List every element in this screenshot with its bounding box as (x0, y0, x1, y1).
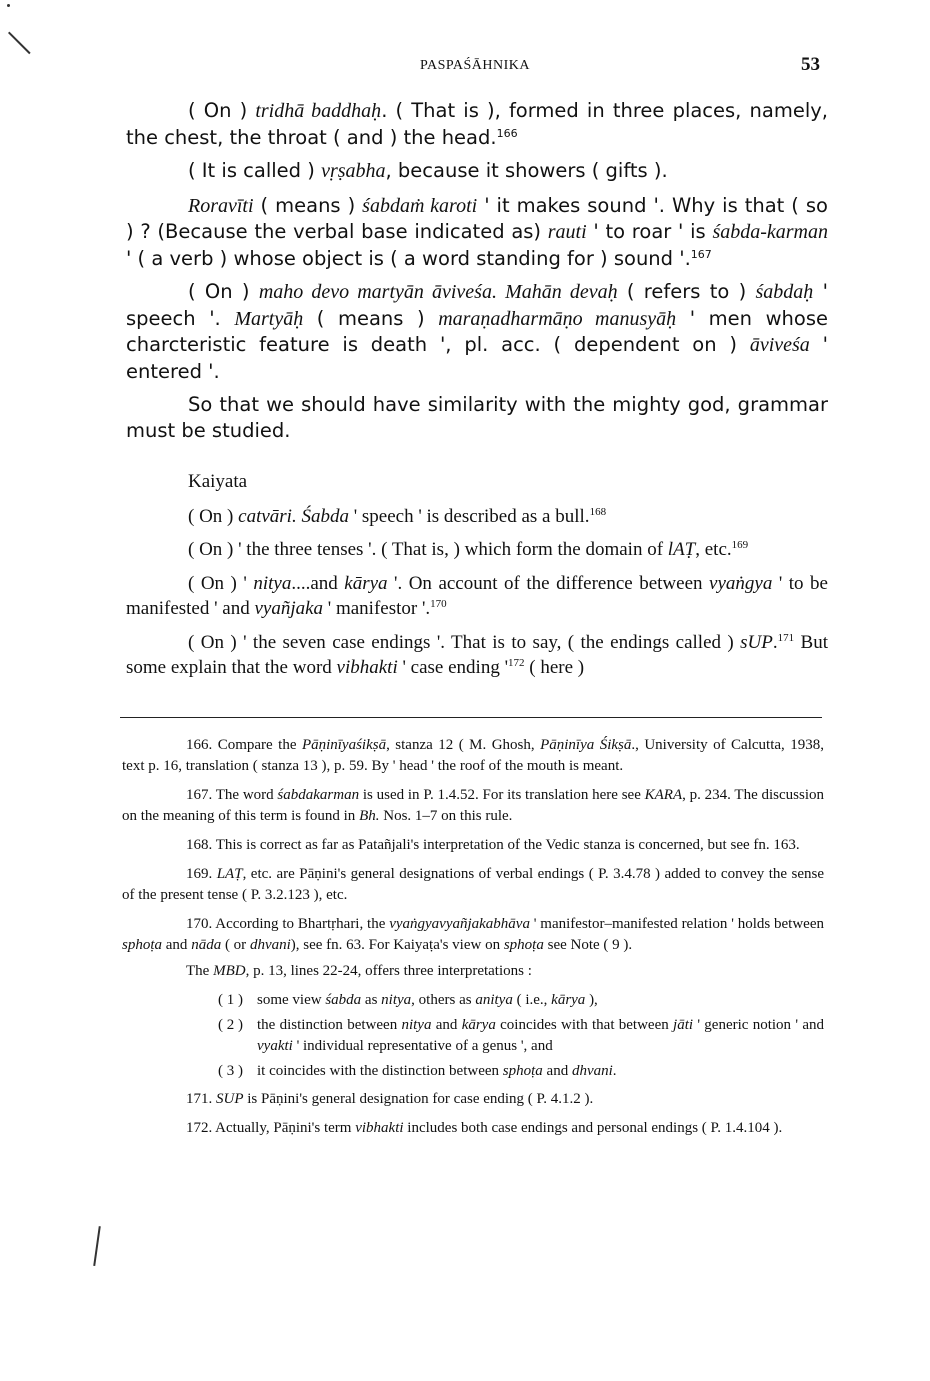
footnote-170-continuation: The MBD, p. 13, lines 22-24, offers three interpretations : (186, 963, 532, 979)
footnote-ref: 170 (430, 598, 447, 610)
list-item: ( 3 ) it coincides with the distinction between sphoṭa and dhvani. (218, 1063, 617, 1079)
footnote-divider (120, 717, 822, 718)
footnote-168: 168. This is correct as far as Patañjali's interpretation of the Vedic stanza is concerned, but see fn. 163. (186, 837, 800, 853)
footnote-167: 167. The word śabdakarman is used in P. 1.4.52. For its translation here see KARA, p. 234. The discussion on the meaning of this term is found in Bh. Nos. 1–7 on this rule. (122, 787, 824, 824)
commentary-paragraph: ( On ) ' the seven case endings '. That is to say, ( the endings called ) sUP.$^{171}$ But some explain that the word vibhakti ' case ending '$^{172}$ ( here ) (126, 631, 828, 678)
footnote-171: 171. SUP is Pāṇini's general designation for case ending ( P. 4.1.2 ). (186, 1091, 594, 1107)
footnote-170: 170. According to Bhartṛhari, the vyaṅgyavyañjakabhāva ' manifestor–manifested relation ' holds between sphoṭa and nāda ( or dhvani), see fn. 63. For Kaiyaṭa's view on sphoṭa see Note ( 9 ). (122, 916, 824, 953)
translation-paragraph: So that we should have similarity with the mighty god, grammar must be studied. (126, 393, 828, 442)
footnote-ref: 171 (777, 631, 795, 644)
translation-section (126, 98, 828, 451)
margin-stroke (8, 32, 30, 54)
footnote-ref: 166 (496, 126, 518, 140)
section-heading: Kaiyata (188, 471, 248, 492)
page-number: 53 (801, 54, 820, 75)
footnote-172: 172. Actually, Pāṇini's term vibhakti includes both case endings and personal endings ( P. 1.4.104 ). (186, 1120, 783, 1136)
translation-paragraph: ( It is called ) vṛṣabha, because it showers ( gifts ). (188, 159, 668, 182)
translation-paragraph: ( On ) tridhā baddhaḥ. ( That is ), formed in three places, namely, the chest, the throat ( and ) the head.$^{166}$ (126, 99, 828, 149)
footnote-ref: 169 (731, 539, 749, 551)
margin-dot (7, 4, 10, 7)
interpretations-list (122, 990, 824, 1082)
commentary-paragraph: ( On ) ' the three tenses '. ( That is, ) which form the domain of lAṬ, etc.$^{169}$ (188, 539, 749, 560)
running-head: PASPAŚĀHNIKA (419, 58, 530, 73)
page-header (120, 56, 830, 80)
footnote-169: 169. LAṬ, etc. are Pāṇini's general designations of verbal endings ( P. 3.4.78 ) added to convey the sense of the present tense ( P. 3.2.123 ), etc. (122, 866, 824, 903)
commentary-section (126, 469, 828, 689)
list-item: ( 2 ) the distinction between nitya and kārya coincides with that between jāti ' generic notion ' and vyakti ' individual representative of a genus ', and (218, 1017, 824, 1054)
footnote-ref: 172 (508, 657, 525, 669)
footnote-166: 166. Compare the Pāṇinīyaśikṣā, stanza 12 ( M. Ghosh, Pāṇinīya Śikṣā., University of Calcutta, 1938, text p. 16, translation ( stanza 13 ), p. 59. By ' head ' the roof of the mouth is meant. (122, 737, 824, 774)
margin-stroke (93, 1226, 100, 1266)
list-item: ( 1 ) some view śabda as nitya, others as anitya ( i.e., kārya ), (218, 992, 598, 1008)
footnote-ref: 167 (690, 247, 712, 261)
footnote-ref: 168 (589, 505, 607, 518)
commentary-paragraph: ( On ) ' nitya....and kārya '. On account of the difference between vyaṅgya ' to be manifested ' and vyañjaka ' manifestor '.$^{170}$ (126, 572, 828, 619)
translation-paragraph: ( On ) maho devo martyān āviveśa. Mahān devaḥ ( refers to ) śabdaḥ ' speech '. Martyāḥ ( means ) maraṇadharmāṇo manusyāḥ ' men whose charcteristic feature is death ', pl. acc. ( dependent on ) āviveśa ' entered '. (126, 280, 828, 383)
translation-paragraph: Roravīti ( means ) śabdaṁ karoti ' it makes sound '. Why is that ( so ) ? (Because the verbal base indicated as) rauti ' to roar ' is śabda-karman ' ( a verb ) whose object is ( a word standing for ) sound '.$^{167}$ (126, 193, 828, 270)
footnotes-section (122, 735, 824, 1147)
commentary-paragraph: ( On ) catvāri. Śabda ' speech ' is described as a bull.$^{168}$ (188, 505, 607, 527)
